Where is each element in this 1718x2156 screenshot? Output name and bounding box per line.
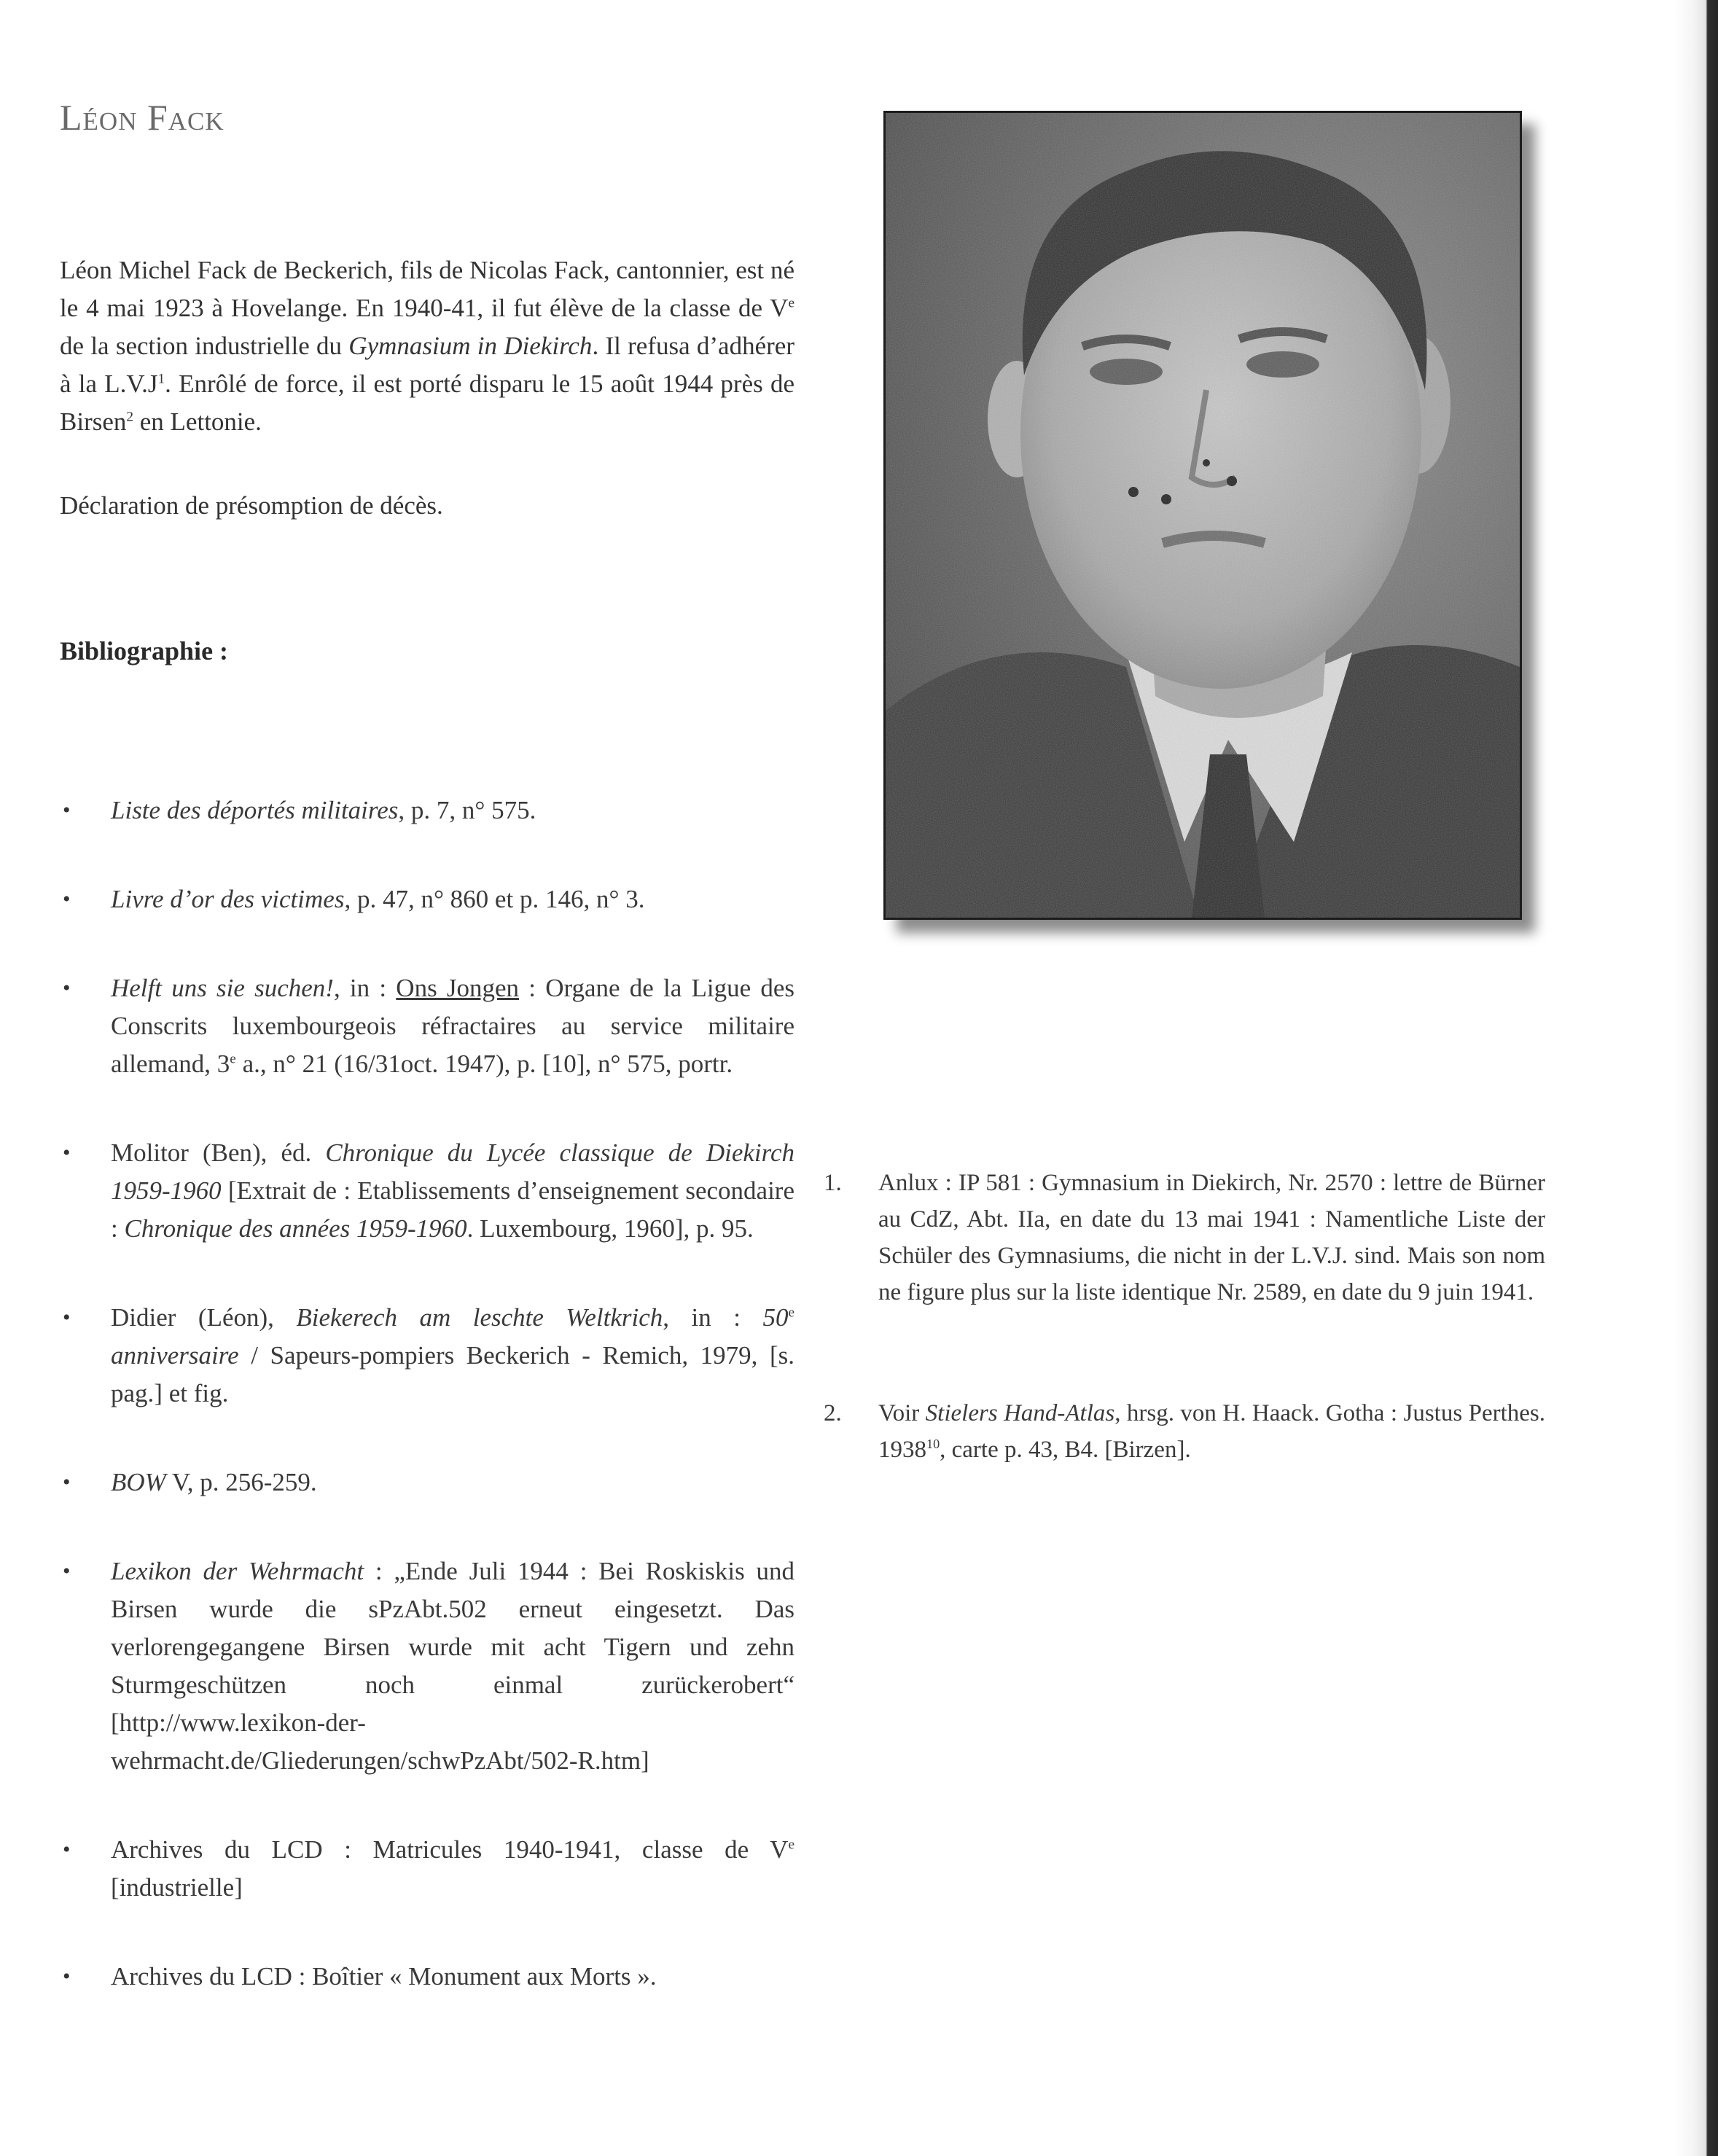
bibliography-item (60, 880, 794, 918)
bibliography-text: Livre d’or des victimes, p. 47, n° 860 et p. 146, n° 3. (111, 885, 645, 913)
bibliography-text: Molitor (Ben), éd. Chronique du Lycée classique de Diekirch 1959-1960 [Extrait de : Etablissements d’enseignement secondaire : Chronique des années 1959-1960. Luxembourg, 1960], p. 95. (111, 1138, 794, 1243)
page-title: Léon Fack (60, 97, 224, 138)
footnote-1 (824, 1165, 1545, 1311)
bibliography-text: Lexikon der Wehrmacht : „Ende Juli 1944 : Bei Roskiskis und Birsen wurde die sPzAbt.502 erneut eingesetzt. Das verlorengegangene Birsen wurde mit acht Tigern und zehn Sturmgeschützen noch einmal zurückerobert“ [http://www.lexikon-der-wehrmacht.de/Gliederungen/schwPzAbt/502-R.htm] (111, 1557, 794, 1775)
declaration-text: Déclaration de présomption de décès. (60, 491, 443, 520)
bullet-icon: • (63, 1837, 71, 1862)
bibliography-list (60, 792, 794, 1996)
footnote-number: 2. (824, 1400, 842, 1426)
bullet-icon: • (63, 1964, 71, 1988)
bibliography-text: Liste des déportés militaires, p. 7, n° 575. (111, 796, 536, 824)
bibliography-text: Helft uns sie suchen!, in : Ons Jongen : Organe de la Ligue des Conscrits luxembourgeois réfractaires au service militaire allemand, 3e a., n° 21 (16/31oct. 1947), p. [10], n° 575, portr. (111, 974, 794, 1078)
bullet-icon: • (63, 1305, 71, 1329)
portrait-image (886, 113, 1520, 918)
bibliography-text: Didier (Léon), Biekerech am leschte Weltkrich, in : 50e anniversaire / Sapeurs-pompiers Beckerich - Remich, 1979, [s. pag.] et fig. (111, 1303, 794, 1407)
footnote-text: Anlux : IP 581 : Gymnasium in Diekirch, Nr. 2570 : lettre de Bürner au CdZ, Abt. IIa, en date du 13 mai 1941 : Namentliche Liste der Schüler des Gymnasiums, die nicht in der L.V.J. sind. Mais son nom ne figure plus sur la liste identique Nr. 2589, en date du 9 juin 1941. (878, 1170, 1545, 1305)
bibliography-text: Archives du LCD : Boîtier « Monument aux Morts ». (111, 1962, 657, 1991)
footnote-number: 1. (824, 1170, 842, 1196)
scan-edge-shadow (1674, 0, 1718, 2156)
bibliography-text: BOW V, p. 256-259. (111, 1468, 317, 1496)
bibliography-item (60, 969, 794, 1083)
bullet-icon: • (63, 1559, 71, 1583)
bibliography-item (60, 1134, 794, 1248)
bibliography-item (60, 1464, 794, 1501)
footnote-2 (824, 1395, 1545, 1468)
bullet-icon: • (63, 887, 71, 911)
bibliography-item (60, 1958, 794, 1996)
bullet-icon: • (63, 1470, 71, 1494)
footnote-text: Voir Stielers Hand-Atlas, hrsg. von H. Haack. Gotha : Justus Perthes. 1938$^{10}$, carte p. 43, B4. [Birzen]. (878, 1400, 1545, 1463)
bibliography-item (60, 1299, 794, 1413)
bibliography-item (60, 1831, 794, 1907)
bibliography-item (60, 792, 794, 829)
footnote-item (824, 1165, 1545, 1311)
bibliography-heading: Bibliographie : (60, 636, 229, 665)
bibliography-text: Archives du LCD : Matricules 1940-1941, classe de Ve [industrielle] (111, 1835, 794, 1902)
bullet-icon: • (63, 798, 71, 822)
bullet-icon: • (63, 1141, 71, 1165)
biography-paragraph: Léon Michel Fack de Beckerich, fils de Nicolas Fack, cantonnier, est né le 4 mai 1923 à Hovelange. En 1940-41, il fut élève de la classe de Ve de la section industrielle du Gymnasium in Diekirch. Il refusa d’adhérer à la $L.V.J^1$. Enrôlé de force, il est porté disparu le 15 août 1944 près de Birsen$^2$ en Lettonie. (60, 256, 794, 436)
bullet-icon: • (63, 976, 71, 1000)
portrait-photo (883, 111, 1522, 920)
bibliography-item (60, 1552, 794, 1780)
footnote-item (824, 1395, 1545, 1468)
